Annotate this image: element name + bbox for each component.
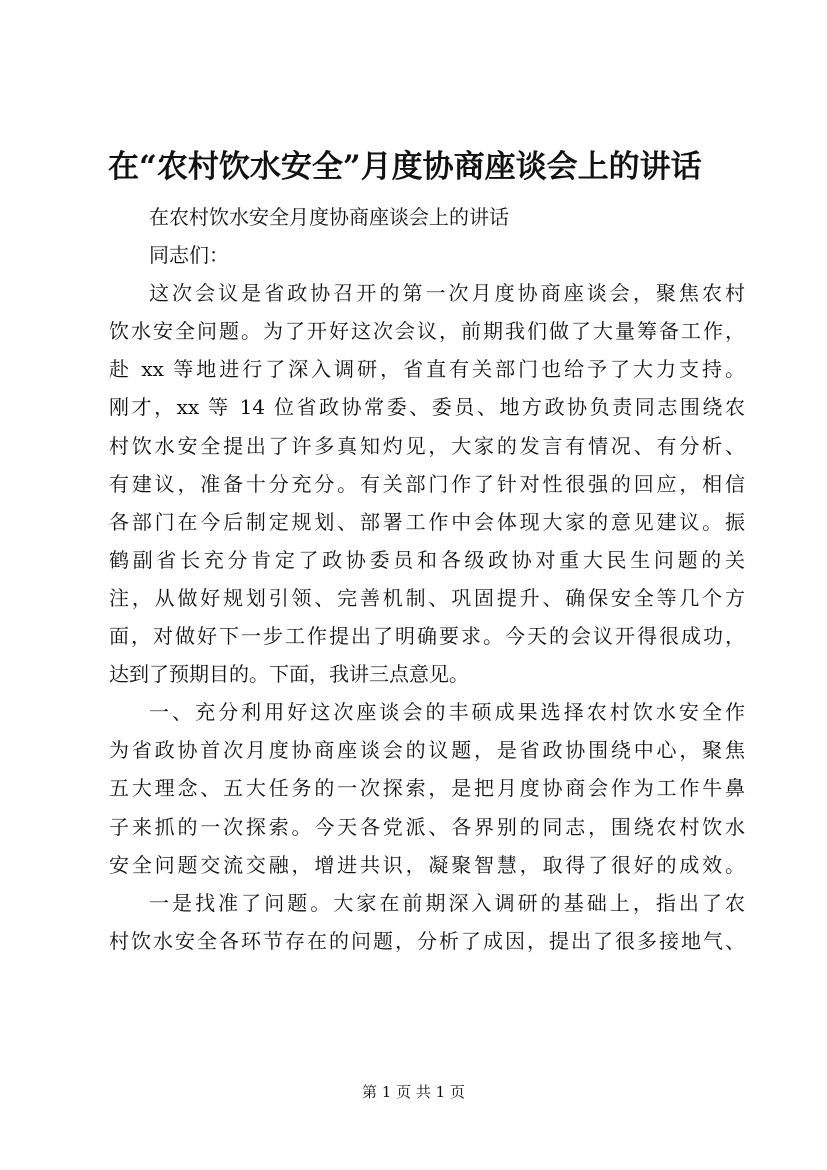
paragraph-line: 饮水安全问题。为了开好这次会议，前期我们做了大量筹备工作， [109,319,745,344]
section-heading-line: 一、充分利用好这次座谈会的丰硕成果选择农村饮水安全作 [149,700,745,725]
paragraph-line: 这次会议是省政协召开的第一次月度协商座谈会，聚焦农村 [149,281,745,306]
paragraph-line: 村饮水安全提出了许多真知灼见，大家的发言有情况、有分析、 [109,433,745,458]
salutation-line: 同志们： [149,243,229,268]
paragraph-line: 刚才，xx 等 14 位省政协常委、委员、地方政协负责同志围绕农 [109,395,745,420]
paragraph-line: 达到了预期目的。下面，我讲三点意见。 [109,662,469,687]
paragraph-line: 注，从做好规划引领、完善机制、巩固提升、确保安全等几个方 [109,585,745,610]
document-body [109,198,745,960]
page-number: 第 1 页 共 1 页 [362,1083,465,1101]
paragraph-line: 子来抓的一次探索。今天各党派、各界别的同志，围绕农村饮水 [109,814,745,839]
paragraph-line: 五大理念、五大任务的一次探索，是把月度协商会作为工作牛鼻 [109,776,745,801]
paragraph-line: 面，对做好下一步工作提出了明确要求。今天的会议开得很成功， [109,624,745,649]
paragraph-line: 为省政协首次月度协商座谈会的议题，是省政协围绕中心，聚焦 [109,738,745,763]
paragraph-line: 鹤副省长充分肯定了政协委员和各级政协对重大民生问题的关 [109,547,745,572]
paragraph-line: 一是找准了问题。大家在前期深入调研的基础上，指出了农 [149,890,745,915]
paragraph-line: 村饮水安全各环节存在的问题，分析了成因，提出了很多接地气、 [109,928,745,953]
page-title: 在“农村饮水安全”月度协商座谈会上的讲话 [108,149,702,185]
subtitle-line: 在农村饮水安全月度协商座谈会上的讲话 [149,205,509,229]
paragraph-line: 各部门在今后制定规划、部署工作中会体现大家的意见建议。振 [109,509,745,534]
paragraph-line: 赴 xx 等地进行了深入调研，省直有关部门也给予了大力支持。 [109,357,745,382]
paragraph-line: 有建议，准备十分充分。有关部门作了针对性很强的回应，相信 [109,471,745,496]
paragraph-line: 安全问题交流交融，增进共识，凝聚智慧，取得了很好的成效。 [109,852,745,877]
